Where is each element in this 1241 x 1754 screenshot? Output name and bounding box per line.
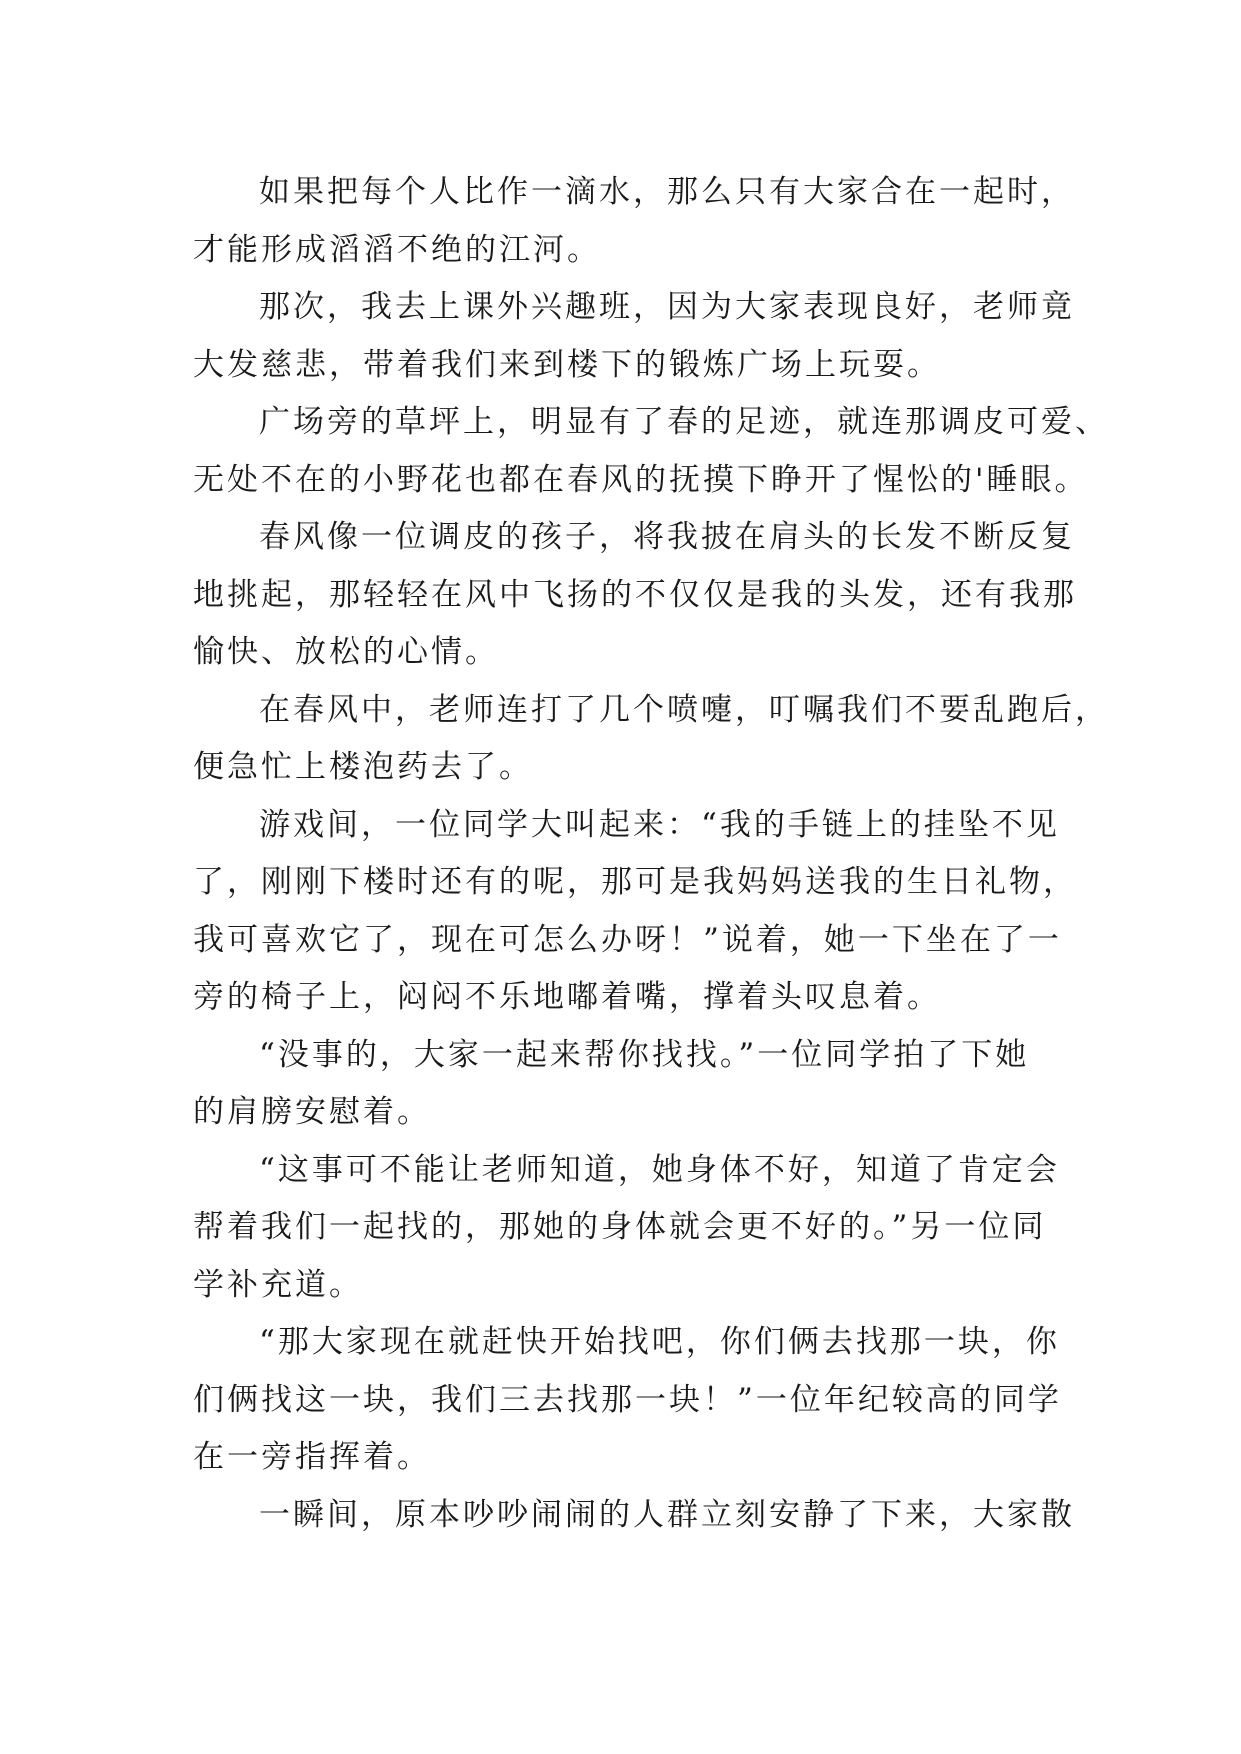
text-line-22: 们俩找这一块，我们三去找那一块！”一位年纪较高的同学: [193, 1381, 1062, 1418]
text-line-23: 在一旁指挥着。: [193, 1439, 431, 1475]
text-line-11: 便急忙上楼泡药去了。: [193, 749, 533, 785]
text-line-9: 愉快、放松的心情。: [193, 634, 499, 670]
document-text: [193, 164, 1109, 1544]
text-line-18: “这事可不能让老师知道，她身体不好，知道了肯定会: [259, 1151, 1060, 1188]
text-line-19: 帮着我们一起找的，那她的身体就会更不好的。”另一位同: [193, 1209, 1047, 1245]
text-line-1: 如果把每个人比作一滴水，那么只有大家合在一起时，: [259, 174, 1075, 210]
text-line-15: 旁的椅子上，闷闷不乐地嘟着嘴，撑着头叹息着。: [193, 979, 941, 1015]
text-line-24: 一瞬间，原本吵吵闹闹的人群立刻安静了下来，大家散: [259, 1496, 1075, 1533]
text-line-21: “那大家现在就赶快开始找吧，你们俩去找那一块，你: [259, 1324, 1060, 1360]
text-line-16: “没事的，大家一起来帮你找找。”一位同学拍了下她: [259, 1036, 1030, 1073]
text-line-4: 大发慈悲，带着我们来到楼下的锻炼广场上玩耍。: [193, 346, 941, 383]
text-line-17: 的肩膀安慰着。: [193, 1094, 431, 1130]
text-line-14: 我可喜欢它了，现在可怎么办呀！”说着，她一下坐在了一: [193, 921, 1062, 958]
text-line-20: 学补充道。: [193, 1266, 363, 1303]
text-line-10: 在春风中，老师连打了几个喷嚏，叮嘱我们不要乱跑后，: [259, 691, 1109, 728]
text-line-5: 广场旁的草坪上，明显有了春的足迹，就连那调皮可爱、: [259, 404, 1109, 440]
text-line-8: 地挑起，那轻轻在风中飞扬的不仅仅是我的头发，还有我那: [193, 576, 1077, 613]
text-line-13: 了，刚刚下楼时还有的呢，那可是我妈妈送我的生日礼物，: [193, 864, 1077, 900]
text-line-2: 才能形成滔滔不绝的江河。: [193, 231, 601, 268]
text-line-6: 无处不在的小野花也都在春风的抚摸下睁开了惺忪的'睡眼。: [193, 461, 1089, 498]
text-line-12: 游戏间，一位同学大叫起来：“我的手链上的挂坠不见: [259, 806, 1060, 843]
text-line-7: 春风像一位调皮的孩子，将我披在肩头的长发不断反复: [259, 519, 1075, 555]
text-line-3: 那次，我去上课外兴趣班，因为大家表现良好，老师竟: [259, 289, 1075, 325]
